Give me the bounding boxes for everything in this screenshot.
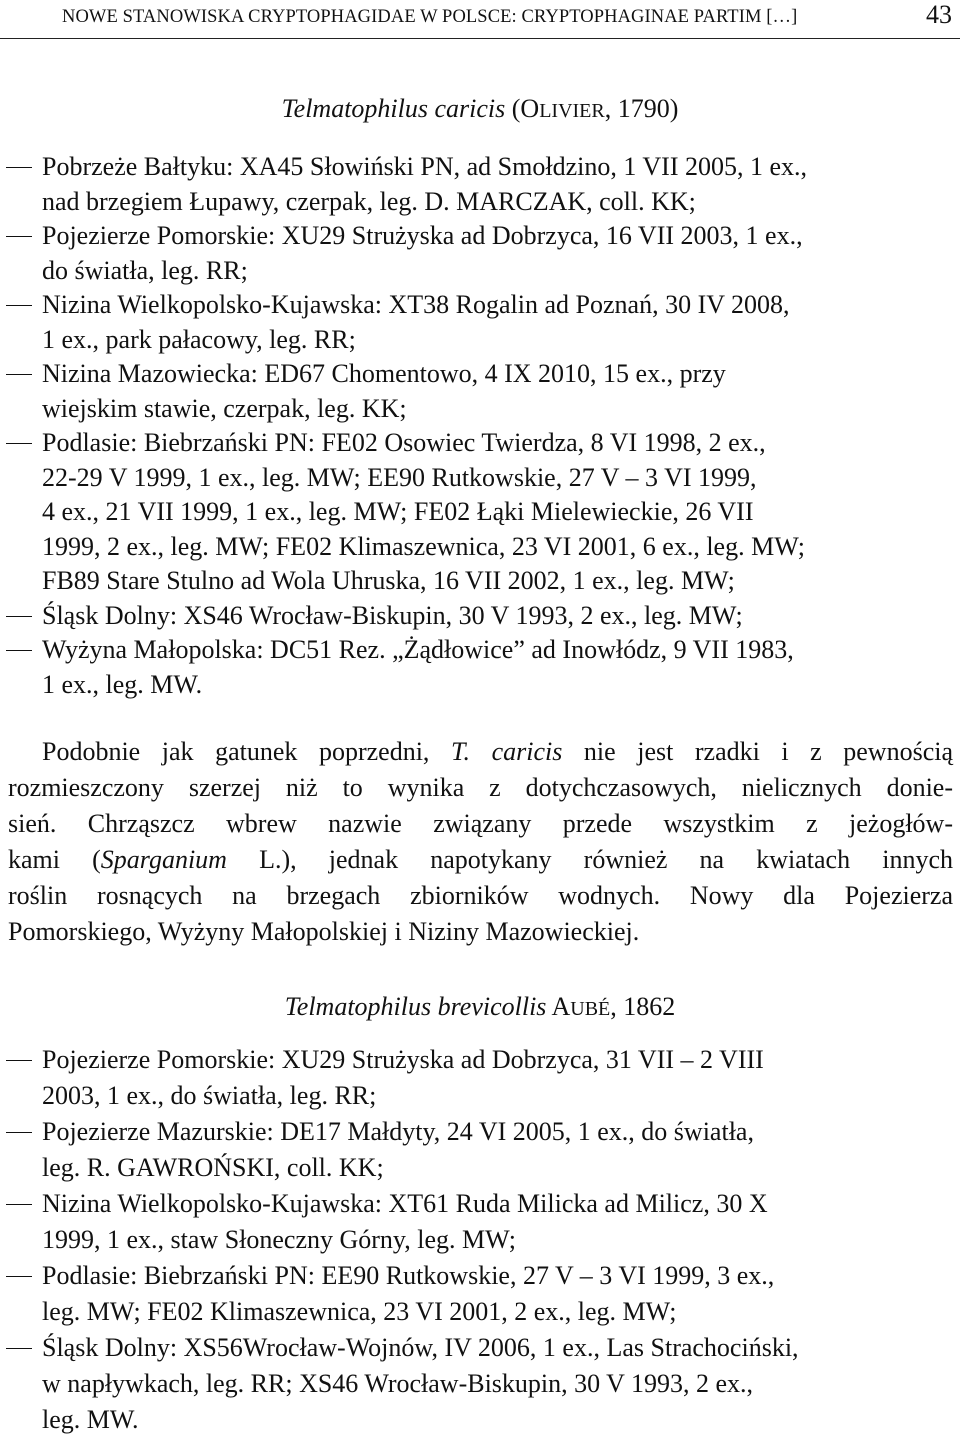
record-line: Nizina Wielkopolsko-Kujawska: XT61 Ruda Milicka ad Milicz, 30 X <box>42 1189 768 1218</box>
record-line: Podlasie: Biebrzański PN: EE90 Rutkowskie, 27 V – 3 VI 1999, 3 ex., <box>42 1261 775 1290</box>
record-line: nad brzegiem Łupawy, czerpak, leg. D. MARCZAK, coll. KK; <box>42 186 696 216</box>
species-name: Telmatophilus brevicollis <box>284 992 547 1021</box>
paragraph-line <box>42 735 953 769</box>
record-line: leg. MW; FE02 Klimaszewnica, 23 VI 2001, 2 ex., leg. MW; <box>42 1297 677 1326</box>
record-line: Wyżyna Małopolska: DC51 Rez. „Żądłowice” ad Inowłódz, 9 VII 1983, <box>42 635 794 664</box>
paragraph-line <box>8 843 953 877</box>
paragraph-text: nie jest rzadki i z pewnością <box>562 737 954 766</box>
record-line: 1 ex., leg. MW. <box>42 669 203 699</box>
record-line: Śląsk Dolny: XS56Wrocław-Wojnów, IV 2006, 1 ex., Las Strachociński, <box>42 1333 799 1362</box>
en-dash-marker <box>6 374 32 375</box>
record-line: Pojezierze Pomorskie: XU29 Strużyska ad Dobrzyca, 31 VII – 2 VIII <box>42 1045 764 1074</box>
record-line: Nizina Mazowiecka: ED67 Chomentowo, 4 IX 2010, 15 ex., przy <box>42 359 726 388</box>
species-author-close: , 1862 <box>610 992 676 1021</box>
en-dash-marker <box>6 616 32 617</box>
species-author-sc: LIVIER <box>539 100 605 122</box>
en-dash-marker <box>6 1204 32 1205</box>
record-line: 2003, 1 ex., do światła, leg. RR; <box>42 1081 377 1110</box>
paragraph-italic: T. caricis <box>450 737 563 766</box>
record-line: Nizina Wielkopolsko-Kujawska: XT38 Rogalin ad Poznań, 30 IV 2008, <box>42 290 790 319</box>
record-line: FB89 Stare Stulno ad Wola Uhruska, 16 VII 2002, 1 ex., leg. MW; <box>42 566 735 595</box>
en-dash-marker <box>6 1276 32 1277</box>
running-header <box>0 0 960 39</box>
record-line: 1999, 1 ex., staw Słoneczny Górny, leg. MW; <box>42 1225 516 1254</box>
record-line: 22-29 V 1999, 1 ex., leg. MW; EE90 Rutkowskie, 27 V – 3 VI 1999, <box>42 462 757 492</box>
species-author-sc: UBÉ <box>570 998 611 1020</box>
paragraph-line: rozmieszczony szerzej niż to wynika z dotychczasowych, nielicznych donie- <box>8 773 953 802</box>
en-dash-marker <box>6 650 32 651</box>
species-author-open: (O <box>511 94 540 123</box>
paragraph-line: sień. Chrząszcz wbrew nazwie związany przede wszystkim z jeżogłów- <box>8 809 953 838</box>
species-author-open: A <box>546 992 571 1021</box>
record-line: Pobrzeże Bałtyku: XA45 Słowiński PN, ad Smołdzino, 1 VII 2005, 1 ex., <box>42 152 808 181</box>
record-line: leg. MW. <box>42 1405 139 1434</box>
paragraph-text: Podobnie jak gatunek poprzedni, <box>42 737 451 766</box>
record-line: Śląsk Dolny: XS46 Wrocław-Biskupin, 30 V 1993, 2 ex., leg. MW; <box>42 600 743 630</box>
en-dash-marker <box>6 305 32 306</box>
en-dash-marker <box>6 1348 32 1349</box>
species-author-close: , 1790) <box>604 94 679 123</box>
en-dash-marker <box>6 236 32 237</box>
species-title-brevicollis <box>0 992 960 1022</box>
paragraph-line: roślin rosnących na brzegach zbiorników wodnych. Nowy dla Pojezierza <box>8 881 953 910</box>
en-dash-marker <box>6 167 32 168</box>
record-line: wiejskim stawie, czerpak, leg. KK; <box>42 393 407 423</box>
paragraph-text: kami ( <box>8 845 101 874</box>
record-line: Pojezierze Mazurskie: DE17 Małdyty, 24 VI 2005, 1 ex., do światła, <box>42 1117 754 1146</box>
record-line: 1999, 2 ex., leg. MW; FE02 Klimaszewnica, 23 VI 2001, 6 ex., leg. MW; <box>42 531 806 561</box>
record-line: Pojezierze Pomorskie: XU29 Strużyska ad Dobrzyca, 16 VII 2003, 1 ex., <box>42 221 803 250</box>
record-line: Podlasie: Biebrzański PN: FE02 Osowiec Twierdza, 8 VI 1998, 2 ex., <box>42 428 766 457</box>
running-title: NOWE STANOWISKA CRYPTOPHAGIDAE W POLSCE: CRYPTOPHAGINAE PARTIM […] <box>62 7 798 27</box>
paragraph-text: L.), jednak napotykany również na kwiatach innych <box>226 845 953 874</box>
record-line: do światła, leg. RR; <box>42 255 248 285</box>
record-line: leg. R. GAWROŃSKI, coll. KK; <box>42 1153 384 1182</box>
page-number: 43 <box>926 0 952 29</box>
record-line: 1 ex., park pałacowy, leg. RR; <box>42 324 356 354</box>
species-name: Telmatophilus caricis <box>281 94 506 123</box>
paragraph-line: Pomorskiego, Wyżyny Małopolskiej i Niziny Mazowieckiej. <box>8 917 640 946</box>
en-dash-marker <box>6 1132 32 1133</box>
paragraph-italic: Sparganium <box>100 845 227 874</box>
species-title-caricis <box>0 94 960 124</box>
record-line: w napływkach, leg. RR; XS46 Wrocław-Biskupin, 30 V 1993, 2 ex., <box>42 1369 754 1398</box>
en-dash-marker <box>6 443 32 444</box>
record-line: 4 ex., 21 VII 1999, 1 ex., leg. MW; FE02 Łąki Mielewieckie, 26 VII <box>42 497 754 526</box>
en-dash-marker <box>6 1060 32 1061</box>
